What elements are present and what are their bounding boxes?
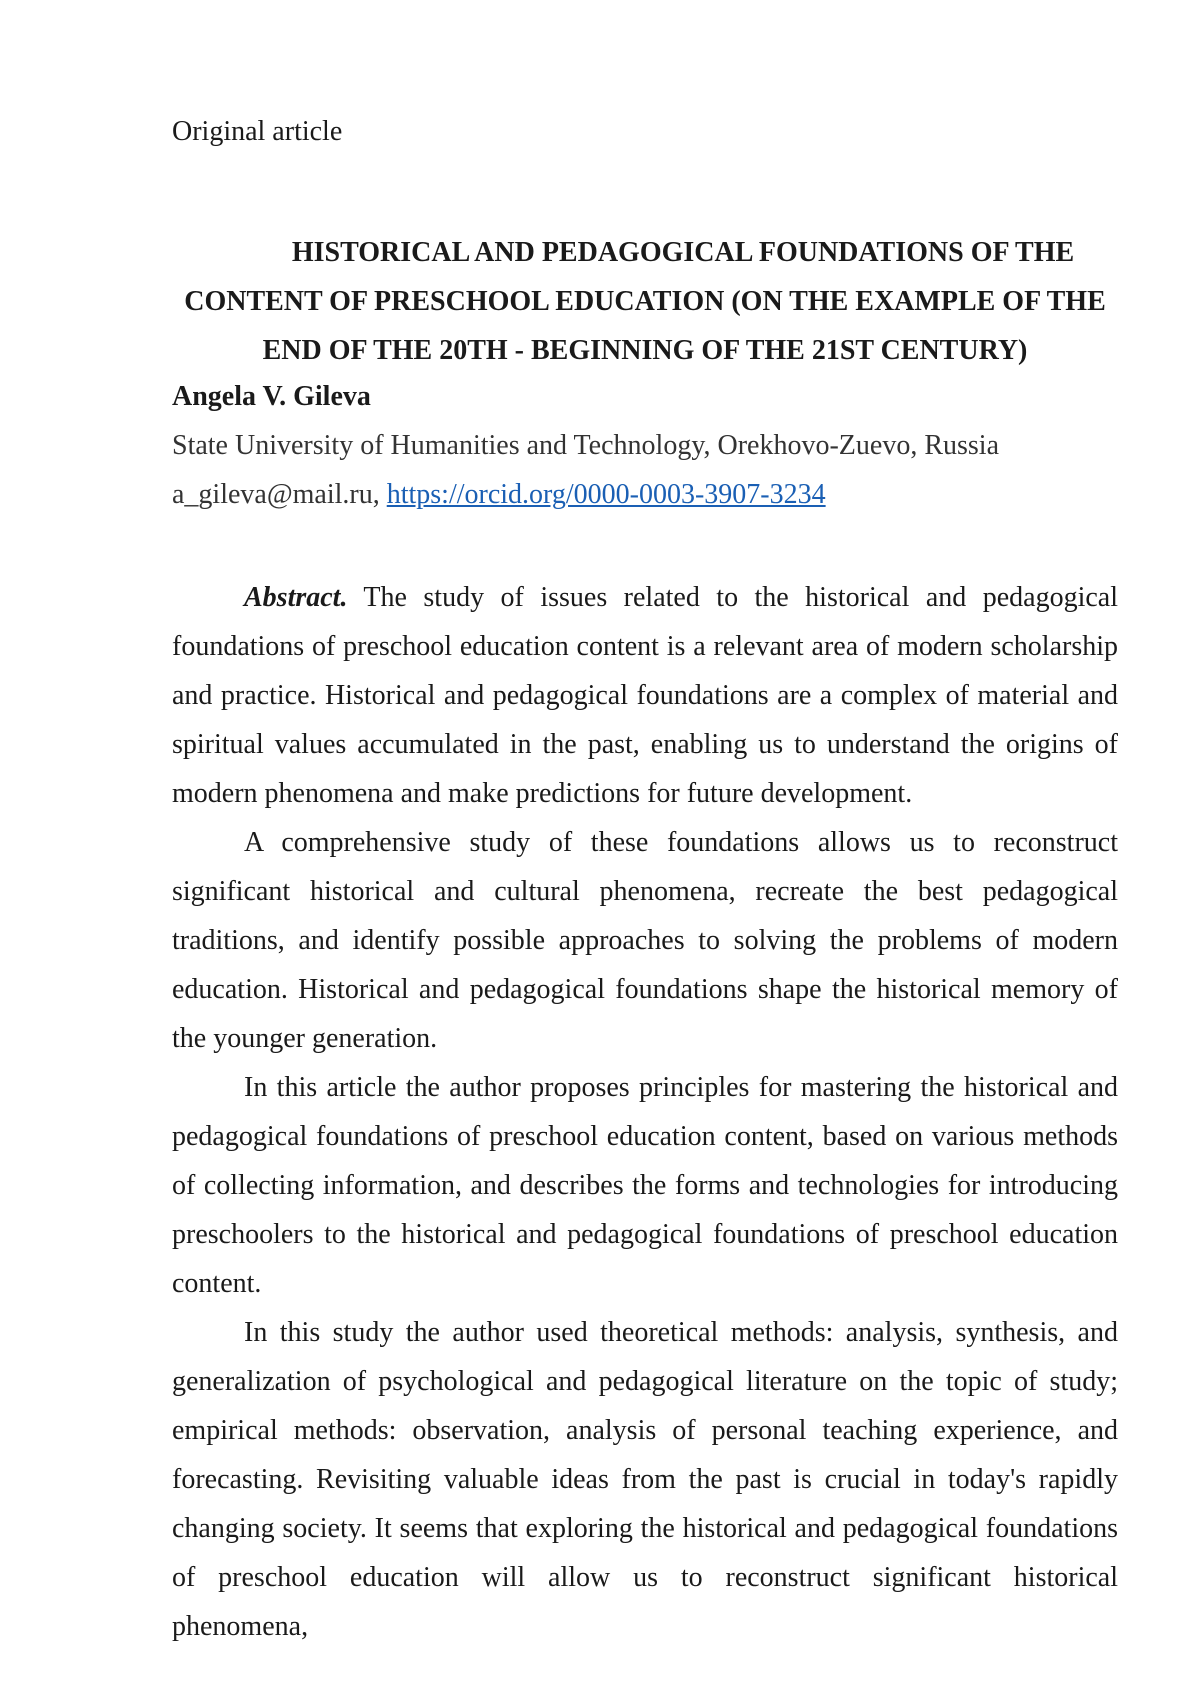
abstract-paragraph-4: In this study the author used theoretical methods: analysis, synthesis, and generalization of psychological and pedagogical literature on the topic of study; empirical methods: observation, analysis of personal teaching experience, and forecasting. Revisiting valuable ideas from the past is crucial in today's rapidly changing society. It seems that exploring the historical and pedagogical foundations of preschool education will allow us to reconstruct significant historical phenomena, (172, 1317, 1118, 1642)
abstract-paragraph-3: In this article the author proposes principles for mastering the historical and pedagogical foundations of preschool education content, based on various methods of collecting information, and describes the forms and technologies for introducing preschoolers to the historical and pedagogical foundations of preschool education content. (172, 1072, 1118, 1299)
article-type-label: Original article (172, 116, 343, 147)
abstract-label: Abstract. (244, 582, 348, 613)
article-title-line-1: HISTORICAL AND PEDAGOGICAL FOUNDATIONS OF THE (291, 237, 1075, 268)
author-email: a_gileva@mail.ru, (172, 479, 380, 510)
abstract-paragraph-1 (172, 573, 1118, 818)
orcid-link[interactable]: https://orcid.org/0000-0003-3907-3234 (386, 479, 826, 510)
abstract-paragraph-1-text: The study of issues related to the historical and pedagogical foundations of preschool education content is a relevant area of modern scholarship and practice. Historical and pedagogical foundations are a complex of material and spiritual values accumulated in the past, enabling us to understand the origins of modern phenomena and make predictions for future development. (172, 582, 1118, 809)
author-contact (172, 475, 826, 515)
article-title-line-2: CONTENT OF PRESCHOOL EDUCATION (ON THE EXAMPLE OF THE (184, 286, 1106, 317)
author-name: Angela V. Gileva (172, 381, 371, 412)
abstract-section (172, 573, 1118, 1651)
article-title-line-3: END OF THE 20TH - BEGINNING OF THE 21ST CENTURY) (262, 335, 1028, 366)
article-title (172, 228, 1118, 375)
author-affiliation: State University of Humanities and Technology, Orekhovo-Zuevo, Russia (172, 430, 999, 461)
abstract-paragraph-2: A comprehensive study of these foundations allows us to reconstruct significant historical and cultural phenomena, recreate the best pedagogical traditions, and identify possible approaches to solving the problems of modern education. Historical and pedagogical foundations shape the historical memory of the younger generation. (172, 827, 1118, 1054)
